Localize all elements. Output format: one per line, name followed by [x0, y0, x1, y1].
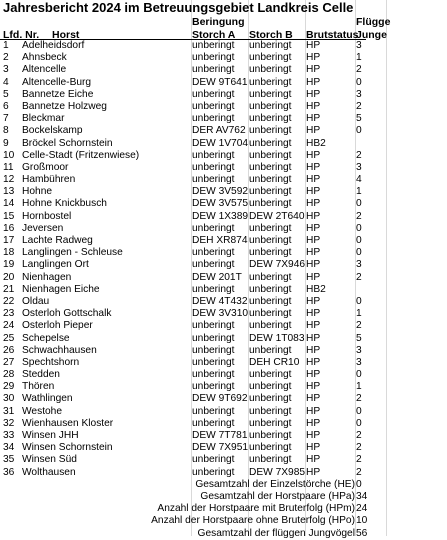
cell-storch-b: unberingt	[249, 454, 292, 466]
cell-storch-a: unberingt	[192, 247, 235, 259]
table-row	[0, 77, 447, 89]
table-row	[0, 406, 447, 418]
cell-storch-b: unberingt	[249, 442, 292, 454]
cell-storch-a: unberingt	[192, 332, 235, 344]
cell-lfd-nr: 18	[3, 247, 15, 259]
cell-junge: 3	[356, 344, 362, 356]
cell-storch-a: unberingt	[192, 466, 235, 478]
cell-storch-a: unberingt	[192, 64, 235, 76]
table-row	[0, 381, 447, 393]
cell-junge: 0	[356, 235, 362, 246]
cell-horst: Altencelle-Burg	[22, 76, 92, 88]
cell-horst: Ahnsbeck	[22, 52, 67, 64]
cell-brutstatus: HP	[306, 393, 321, 405]
cell-storch-a: unberingt	[192, 161, 235, 173]
cell-brutstatus: HP	[306, 186, 321, 198]
cell-lfd-nr: 5	[3, 88, 9, 100]
cell-horst: Langlingen - Schleuse	[22, 247, 123, 259]
header-horst: Horst	[52, 29, 80, 41]
cell-junge: 0	[356, 76, 362, 88]
cell-storch-b: unberingt	[249, 247, 292, 259]
cell-storch-a: DEW 1V704	[192, 137, 249, 149]
cell-lfd-nr: 11	[3, 161, 14, 173]
cell-storch-b: unberingt	[249, 417, 292, 429]
table-row	[0, 272, 447, 284]
cell-brutstatus: HB2	[306, 137, 326, 149]
cell-brutstatus: HP	[306, 442, 321, 454]
table-row	[0, 393, 447, 405]
cell-storch-a: unberingt	[192, 52, 235, 64]
cell-storch-a: unberingt	[192, 417, 235, 429]
table-row	[0, 442, 447, 454]
cell-brutstatus: HP	[306, 174, 321, 186]
summary-label: Anzahl der Horstpaare mit Bruterfolg (HPm)	[157, 503, 355, 515]
cell-storch-b: unberingt	[249, 271, 292, 283]
cell-horst: Schepelse	[22, 332, 70, 344]
table-row	[0, 369, 447, 381]
cell-horst: Nienhagen Eiche	[22, 283, 100, 295]
cell-horst: Hambühren	[22, 174, 76, 186]
cell-brutstatus: HP	[306, 295, 321, 307]
table-row	[0, 345, 447, 357]
cell-storch-a: unberingt	[192, 149, 235, 161]
cell-junge: 1	[356, 381, 362, 393]
cell-storch-a: unberingt	[192, 88, 235, 100]
table-row	[0, 320, 447, 332]
cell-lfd-nr: 7	[3, 113, 9, 125]
table-row	[0, 150, 447, 162]
table-row	[0, 296, 447, 308]
cell-horst: Bannetze Holzweg	[22, 100, 107, 112]
cell-storch-b: unberingt	[249, 52, 292, 64]
cell-storch-b: DEW 1T083	[249, 332, 305, 344]
cell-brutstatus: HP	[306, 417, 321, 429]
cell-brutstatus: HP	[306, 88, 321, 100]
cell-lfd-nr: 1	[3, 40, 9, 51]
cell-horst: Spechtshorn	[22, 356, 80, 368]
cell-lfd-nr: 2	[3, 52, 9, 64]
summary-value: 0	[356, 478, 362, 490]
summary-value: 34	[356, 490, 368, 502]
cell-storch-b: unberingt	[249, 174, 292, 186]
cell-lfd-nr: 17	[3, 235, 15, 246]
cell-junge: 3	[356, 40, 362, 51]
table-row	[0, 198, 447, 210]
cell-brutstatus: HP	[306, 247, 321, 259]
cell-horst: Wienhausen Kloster	[22, 417, 114, 429]
cell-horst: Altencelle	[22, 64, 67, 76]
data-table	[0, 40, 447, 540]
cell-storch-b: unberingt	[249, 235, 292, 246]
cell-brutstatus: HP	[306, 52, 321, 64]
cell-lfd-nr: 16	[3, 222, 15, 234]
cell-junge: 3	[356, 259, 362, 271]
cell-brutstatus: HP	[306, 76, 321, 88]
cell-storch-b: DEW 7X985	[249, 466, 306, 478]
cell-lfd-nr: 23	[3, 308, 15, 320]
cell-brutstatus: HP	[306, 222, 321, 234]
cell-brutstatus: HP	[306, 369, 321, 381]
report-title: Jahresbericht 2024 im Betreuungsgebiet Landkreis Celle	[3, 0, 354, 15]
cell-junge: 5	[356, 332, 362, 344]
cell-storch-a: DEW 1X389	[192, 210, 249, 222]
table-row	[0, 454, 447, 466]
cell-storch-b: unberingt	[249, 320, 292, 332]
cell-lfd-nr: 14	[3, 198, 15, 210]
cell-horst: Hornbostel	[22, 210, 72, 222]
cell-brutstatus: HP	[306, 454, 321, 466]
cell-storch-b: DEH CR10	[249, 356, 300, 368]
cell-storch-b: unberingt	[249, 369, 292, 381]
cell-junge: 3	[356, 356, 362, 368]
header-lfd-nr: Lfd. Nr.	[3, 29, 40, 41]
cell-junge: 0	[356, 198, 362, 210]
cell-junge: 1	[356, 308, 362, 320]
cell-junge: 2	[356, 320, 362, 332]
cell-storch-a: DEW 7X951	[192, 442, 249, 454]
cell-lfd-nr: 3	[3, 64, 9, 76]
cell-lfd-nr: 29	[3, 381, 15, 393]
header-storch-a: Storch A	[192, 29, 236, 41]
cell-storch-b: unberingt	[249, 344, 292, 356]
cell-horst: Stedden	[22, 369, 60, 381]
cell-junge: 2	[356, 210, 362, 222]
table-row	[0, 418, 447, 430]
header-junge: Junge	[356, 29, 387, 41]
cell-brutstatus: HP	[306, 113, 321, 125]
summary-row	[0, 515, 447, 527]
table-row	[0, 113, 447, 125]
table-row	[0, 40, 447, 52]
summary-label: Gesamtzahl der Einzelstörche (HE)	[195, 478, 355, 490]
cell-lfd-nr: 30	[3, 393, 15, 405]
cell-storch-a: DEW 4T432	[192, 295, 248, 307]
cell-storch-a: unberingt	[192, 405, 235, 417]
cell-storch-a: DEW 9T641	[192, 76, 248, 88]
cell-lfd-nr: 15	[3, 210, 15, 222]
cell-junge: 2	[356, 430, 362, 441]
cell-lfd-nr: 28	[3, 369, 15, 381]
summary-value: 24	[356, 503, 368, 515]
cell-brutstatus: HB2	[306, 283, 326, 295]
cell-horst: Thören	[22, 381, 55, 393]
cell-junge: 2	[356, 454, 362, 466]
cell-junge: 0	[356, 417, 362, 429]
cell-storch-a: DEW 3V310	[192, 308, 249, 320]
summary-row	[0, 479, 447, 491]
table-row	[0, 223, 447, 235]
cell-brutstatus: HP	[306, 271, 321, 283]
cell-lfd-nr: 20	[3, 271, 15, 283]
cell-horst: Winsen Süd	[22, 454, 77, 466]
cell-junge: 0	[356, 247, 362, 259]
cell-brutstatus: HP	[306, 100, 321, 112]
table-row	[0, 138, 447, 150]
summary-label: Gesamtzahl der flüggen Jungvögel	[197, 527, 355, 539]
cell-lfd-nr: 6	[3, 100, 9, 112]
table-row	[0, 211, 447, 223]
cell-lfd-nr: 36	[3, 466, 15, 478]
cell-brutstatus: HP	[306, 308, 321, 320]
summary-row	[0, 491, 447, 503]
table-row	[0, 101, 447, 113]
header-brutstatus: Brutstatus	[306, 29, 359, 41]
cell-storch-a: DEW 7T781	[192, 430, 248, 441]
cell-storch-b: DEW 7X946	[249, 259, 306, 271]
table-row	[0, 125, 447, 137]
cell-storch-a: unberingt	[192, 454, 235, 466]
summary-row	[0, 528, 447, 540]
cell-storch-b: unberingt	[249, 308, 292, 320]
table-row	[0, 430, 447, 442]
cell-lfd-nr: 9	[3, 137, 9, 149]
cell-horst: Schwachhausen	[22, 344, 97, 356]
cell-brutstatus: HP	[306, 466, 321, 478]
cell-storch-b: unberingt	[249, 430, 292, 441]
cell-storch-b: unberingt	[249, 161, 292, 173]
table-row	[0, 174, 447, 186]
cell-storch-a: DER AV762	[192, 125, 246, 137]
cell-storch-b: unberingt	[249, 381, 292, 393]
cell-storch-b: unberingt	[249, 186, 292, 198]
table-row	[0, 308, 447, 320]
cell-storch-a: DEW 3V592	[192, 186, 249, 198]
cell-storch-b: unberingt	[249, 88, 292, 100]
cell-storch-a: unberingt	[192, 320, 235, 332]
cell-junge: 2	[356, 393, 362, 405]
cell-lfd-nr: 25	[3, 332, 15, 344]
cell-storch-b: unberingt	[249, 113, 292, 125]
cell-storch-a: unberingt	[192, 344, 235, 356]
cell-lfd-nr: 27	[3, 356, 15, 368]
cell-lfd-nr: 32	[3, 417, 15, 429]
cell-storch-b: unberingt	[249, 149, 292, 161]
cell-storch-a: unberingt	[192, 259, 235, 271]
cell-storch-b: unberingt	[249, 100, 292, 112]
cell-junge: 2	[356, 149, 362, 161]
header-beringung: Beringung	[192, 16, 245, 28]
cell-lfd-nr: 35	[3, 454, 15, 466]
cell-lfd-nr: 34	[3, 442, 15, 454]
cell-junge: 3	[356, 161, 362, 173]
cell-junge: 1	[356, 186, 362, 198]
cell-horst: Adelheidsdorf	[22, 40, 85, 51]
cell-storch-b: unberingt	[249, 64, 292, 76]
cell-storch-b: DEW 2T640	[249, 210, 305, 222]
cell-storch-a: unberingt	[192, 100, 235, 112]
table-row	[0, 467, 447, 479]
cell-horst: Großmoor	[22, 161, 69, 173]
cell-brutstatus: HP	[306, 356, 321, 368]
cell-storch-a: DEH XR874	[192, 235, 248, 246]
cell-horst: Winsen Schornstein	[22, 442, 113, 454]
table-row	[0, 235, 447, 247]
cell-horst: Osterloh Pieper	[22, 320, 93, 332]
cell-storch-b: unberingt	[249, 198, 292, 210]
header-fluegge: Flügge	[356, 16, 391, 28]
cell-junge: 5	[356, 113, 362, 125]
table-row	[0, 333, 447, 345]
cell-storch-b: unberingt	[249, 222, 292, 234]
cell-junge: 4	[356, 174, 362, 186]
cell-horst: Langlingen Ort	[22, 259, 89, 271]
cell-lfd-nr: 24	[3, 320, 15, 332]
cell-storch-a: unberingt	[192, 113, 235, 125]
cell-junge: 2	[356, 271, 362, 283]
cell-brutstatus: HP	[306, 332, 321, 344]
cell-junge: 0	[356, 369, 362, 381]
summary-value: 10	[356, 515, 368, 527]
table-row	[0, 52, 447, 64]
cell-junge: 2	[356, 442, 362, 454]
cell-junge: 0	[356, 295, 362, 307]
cell-horst: Osterloh Gottschalk	[22, 308, 112, 320]
cell-junge: 3	[356, 88, 362, 100]
cell-storch-b: unberingt	[249, 295, 292, 307]
cell-junge: 1	[356, 52, 362, 64]
table-row	[0, 247, 447, 259]
cell-lfd-nr: 31	[3, 405, 15, 417]
cell-junge: 2	[356, 100, 362, 112]
cell-storch-a: unberingt	[192, 381, 235, 393]
summary-label: Gesamtzahl der Horstpaare (HPa)	[200, 490, 355, 502]
table-row	[0, 186, 447, 198]
cell-storch-a: unberingt	[192, 356, 235, 368]
cell-brutstatus: HP	[306, 259, 321, 271]
summary-label: Anzahl der Horstpaare ohne Bruterfolg (HPo)	[151, 515, 355, 527]
cell-storch-a: DEW 3V575	[192, 198, 249, 210]
cell-storch-b: unberingt	[249, 283, 292, 295]
table-row	[0, 162, 447, 174]
table-row	[0, 357, 447, 369]
cell-horst: Nienhagen	[22, 271, 72, 283]
cell-storch-a: unberingt	[192, 40, 235, 51]
cell-horst: Oldau	[22, 295, 50, 307]
table-row	[0, 89, 447, 101]
cell-lfd-nr: 12	[3, 174, 15, 186]
cell-lfd-nr: 33	[3, 430, 15, 441]
cell-brutstatus: HP	[306, 210, 321, 222]
cell-storch-a: DEW 201T	[192, 271, 242, 283]
table-row	[0, 64, 447, 76]
cell-horst: Bröckel Schornstein	[22, 137, 113, 149]
cell-brutstatus: HP	[306, 381, 321, 393]
cell-horst: Wolthausen	[22, 466, 76, 478]
cell-lfd-nr: 22	[3, 295, 15, 307]
cell-horst: Bleckmar	[22, 113, 65, 125]
cell-storch-b: unberingt	[249, 393, 292, 405]
cell-brutstatus: HP	[306, 405, 321, 417]
cell-lfd-nr: 21	[3, 283, 15, 295]
table-row	[0, 259, 447, 271]
cell-lfd-nr: 8	[3, 125, 9, 137]
cell-brutstatus: HP	[306, 235, 321, 246]
cell-lfd-nr: 13	[3, 186, 15, 198]
summary-value: 56	[356, 527, 368, 539]
cell-horst: Lachte Radweg	[22, 235, 93, 246]
table-row	[0, 284, 447, 296]
cell-horst: Celle-Stadt (Fritzenwiese)	[22, 149, 140, 161]
cell-brutstatus: HP	[306, 344, 321, 356]
cell-storch-a: unberingt	[192, 369, 235, 381]
cell-storch-b: unberingt	[249, 125, 292, 137]
cell-junge: 2	[356, 466, 362, 478]
cell-brutstatus: HP	[306, 40, 321, 51]
cell-storch-a: unberingt	[192, 174, 235, 186]
cell-junge: 0	[356, 222, 362, 234]
cell-horst: Bockelskamp	[22, 125, 83, 137]
cell-horst: Westohe	[22, 405, 63, 417]
cell-storch-b: unberingt	[249, 40, 292, 51]
cell-lfd-nr: 4	[3, 76, 9, 88]
cell-storch-b: unberingt	[249, 405, 292, 417]
cell-brutstatus: HP	[306, 161, 321, 173]
cell-horst: Hohne Knickbusch	[22, 198, 107, 210]
cell-junge: 0	[356, 405, 362, 417]
cell-brutstatus: HP	[306, 198, 321, 210]
cell-storch-a: DEW 9T692	[192, 393, 248, 405]
cell-storch-b: unberingt	[249, 76, 292, 88]
cell-junge: 2	[356, 64, 362, 76]
cell-brutstatus: HP	[306, 320, 321, 332]
cell-junge: 0	[356, 125, 362, 137]
cell-horst: Wathlingen	[22, 393, 73, 405]
cell-horst: Winsen JHH	[22, 430, 79, 441]
cell-brutstatus: HP	[306, 64, 321, 76]
cell-brutstatus: HP	[306, 125, 321, 137]
summary-row	[0, 503, 447, 515]
cell-brutstatus: HP	[306, 430, 321, 441]
cell-storch-b: unberingt	[249, 137, 292, 149]
cell-storch-a: unberingt	[192, 222, 235, 234]
cell-horst: Hohne	[22, 186, 53, 198]
cell-horst: Bannetze Eiche	[22, 88, 94, 100]
header-storch-b: Storch B	[249, 29, 293, 41]
cell-lfd-nr: 19	[3, 259, 15, 271]
cell-brutstatus: HP	[306, 149, 321, 161]
cell-horst: Jeversen	[22, 222, 64, 234]
cell-lfd-nr: 10	[3, 149, 15, 161]
cell-storch-a: unberingt	[192, 283, 235, 295]
cell-lfd-nr: 26	[3, 344, 15, 356]
